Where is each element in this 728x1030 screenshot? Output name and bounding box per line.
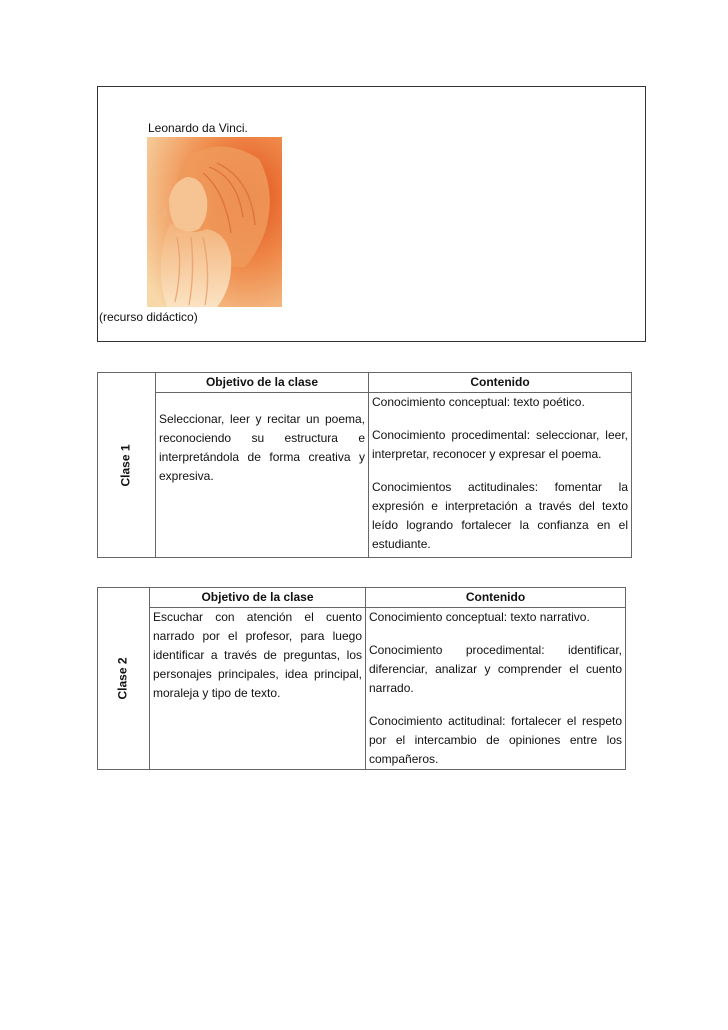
class1-content-cell — [369, 393, 632, 558]
class2-content-conceptual: Conocimiento conceptual: texto narrativo. — [369, 610, 590, 624]
class1-table — [97, 372, 632, 558]
class2-content-actitudinal: Conocimiento actitudinal: fortalecer el respeto por el intercambio de opiniones entre los compañeros. — [369, 714, 622, 766]
class2-content-procedimental: Conocimiento procedimental: identificar, diferenciar, analizar y comprender el cuento narrado. — [369, 643, 622, 695]
class1-objective-header: Objetivo de la clase — [156, 373, 369, 393]
class2-objective-header: Objetivo de la clase — [150, 588, 366, 608]
class1-objective-cell — [156, 393, 369, 558]
class1-side-cell — [98, 373, 156, 558]
portrait-caption: Leonardo da Vinci. — [148, 121, 248, 135]
class1-content-procedimental: Conocimiento procedimental: seleccionar, leer, interpretar, reconocer y expresar el poema. — [372, 428, 628, 461]
class2-objective-cell — [150, 608, 366, 770]
class1-content-actitudinal: Conocimientos actitudinales: fomentar la expresión e interpretación a través del texto leído logrando fortalecer la confianza en el estudiante. — [372, 480, 628, 551]
class2-objective-text: Escuchar con atención el cuento narrado por el profesor, para luego identificar a través de preguntas, los personajes principales, idea principal, moraleja y tipo de texto. — [153, 610, 362, 700]
class1-content-conceptual: Conocimiento conceptual: texto poético. — [372, 395, 585, 409]
class1-side-label: Clase 1 — [119, 443, 133, 487]
class2-content-cell — [366, 608, 626, 770]
class2-side-cell — [98, 588, 150, 770]
class2-table — [97, 587, 626, 770]
class1-content-header: Contenido — [369, 373, 632, 393]
class2-content-header: Contenido — [366, 588, 626, 608]
class1-objective-text: Seleccionar, leer y recitar un poema, reconociendo su estructura e interpretándola de forma creativa y expresiva. — [159, 412, 365, 483]
leonardo-portrait-image — [147, 137, 282, 307]
resource-caption: (recurso didáctico) — [99, 310, 198, 324]
class2-side-label: Clase 2 — [116, 657, 130, 700]
